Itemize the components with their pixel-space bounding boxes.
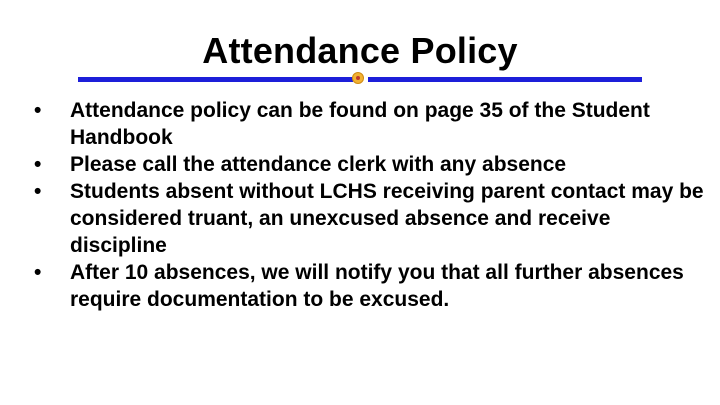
bullet-item	[34, 178, 704, 259]
bullet-icon: •	[34, 180, 42, 203]
bullet-icon: •	[34, 261, 42, 284]
bullet-text: Attendance policy can be found on page 35 of the Student Handbook	[70, 99, 650, 149]
slide-title: Attendance Policy	[202, 30, 518, 71]
bullet-icon: •	[34, 153, 42, 176]
bullet-text: Students absent without LCHS receiving parent contact may be considered truant, an unexcused absence and receive discipline	[70, 180, 704, 257]
bullet-icon: •	[34, 99, 42, 122]
bullet-text: After 10 absences, we will notify you that all further absences require documentation to be excused.	[70, 261, 684, 311]
bullet-item	[34, 151, 704, 178]
title-divider-right	[368, 77, 642, 82]
bullet-item	[34, 259, 704, 313]
title-divider-left	[78, 77, 353, 82]
bullet-list	[34, 97, 704, 313]
divider-ornament-icon	[352, 72, 364, 84]
bullet-text: Please call the attendance clerk with any absence	[70, 153, 567, 176]
bullet-item	[34, 97, 704, 151]
